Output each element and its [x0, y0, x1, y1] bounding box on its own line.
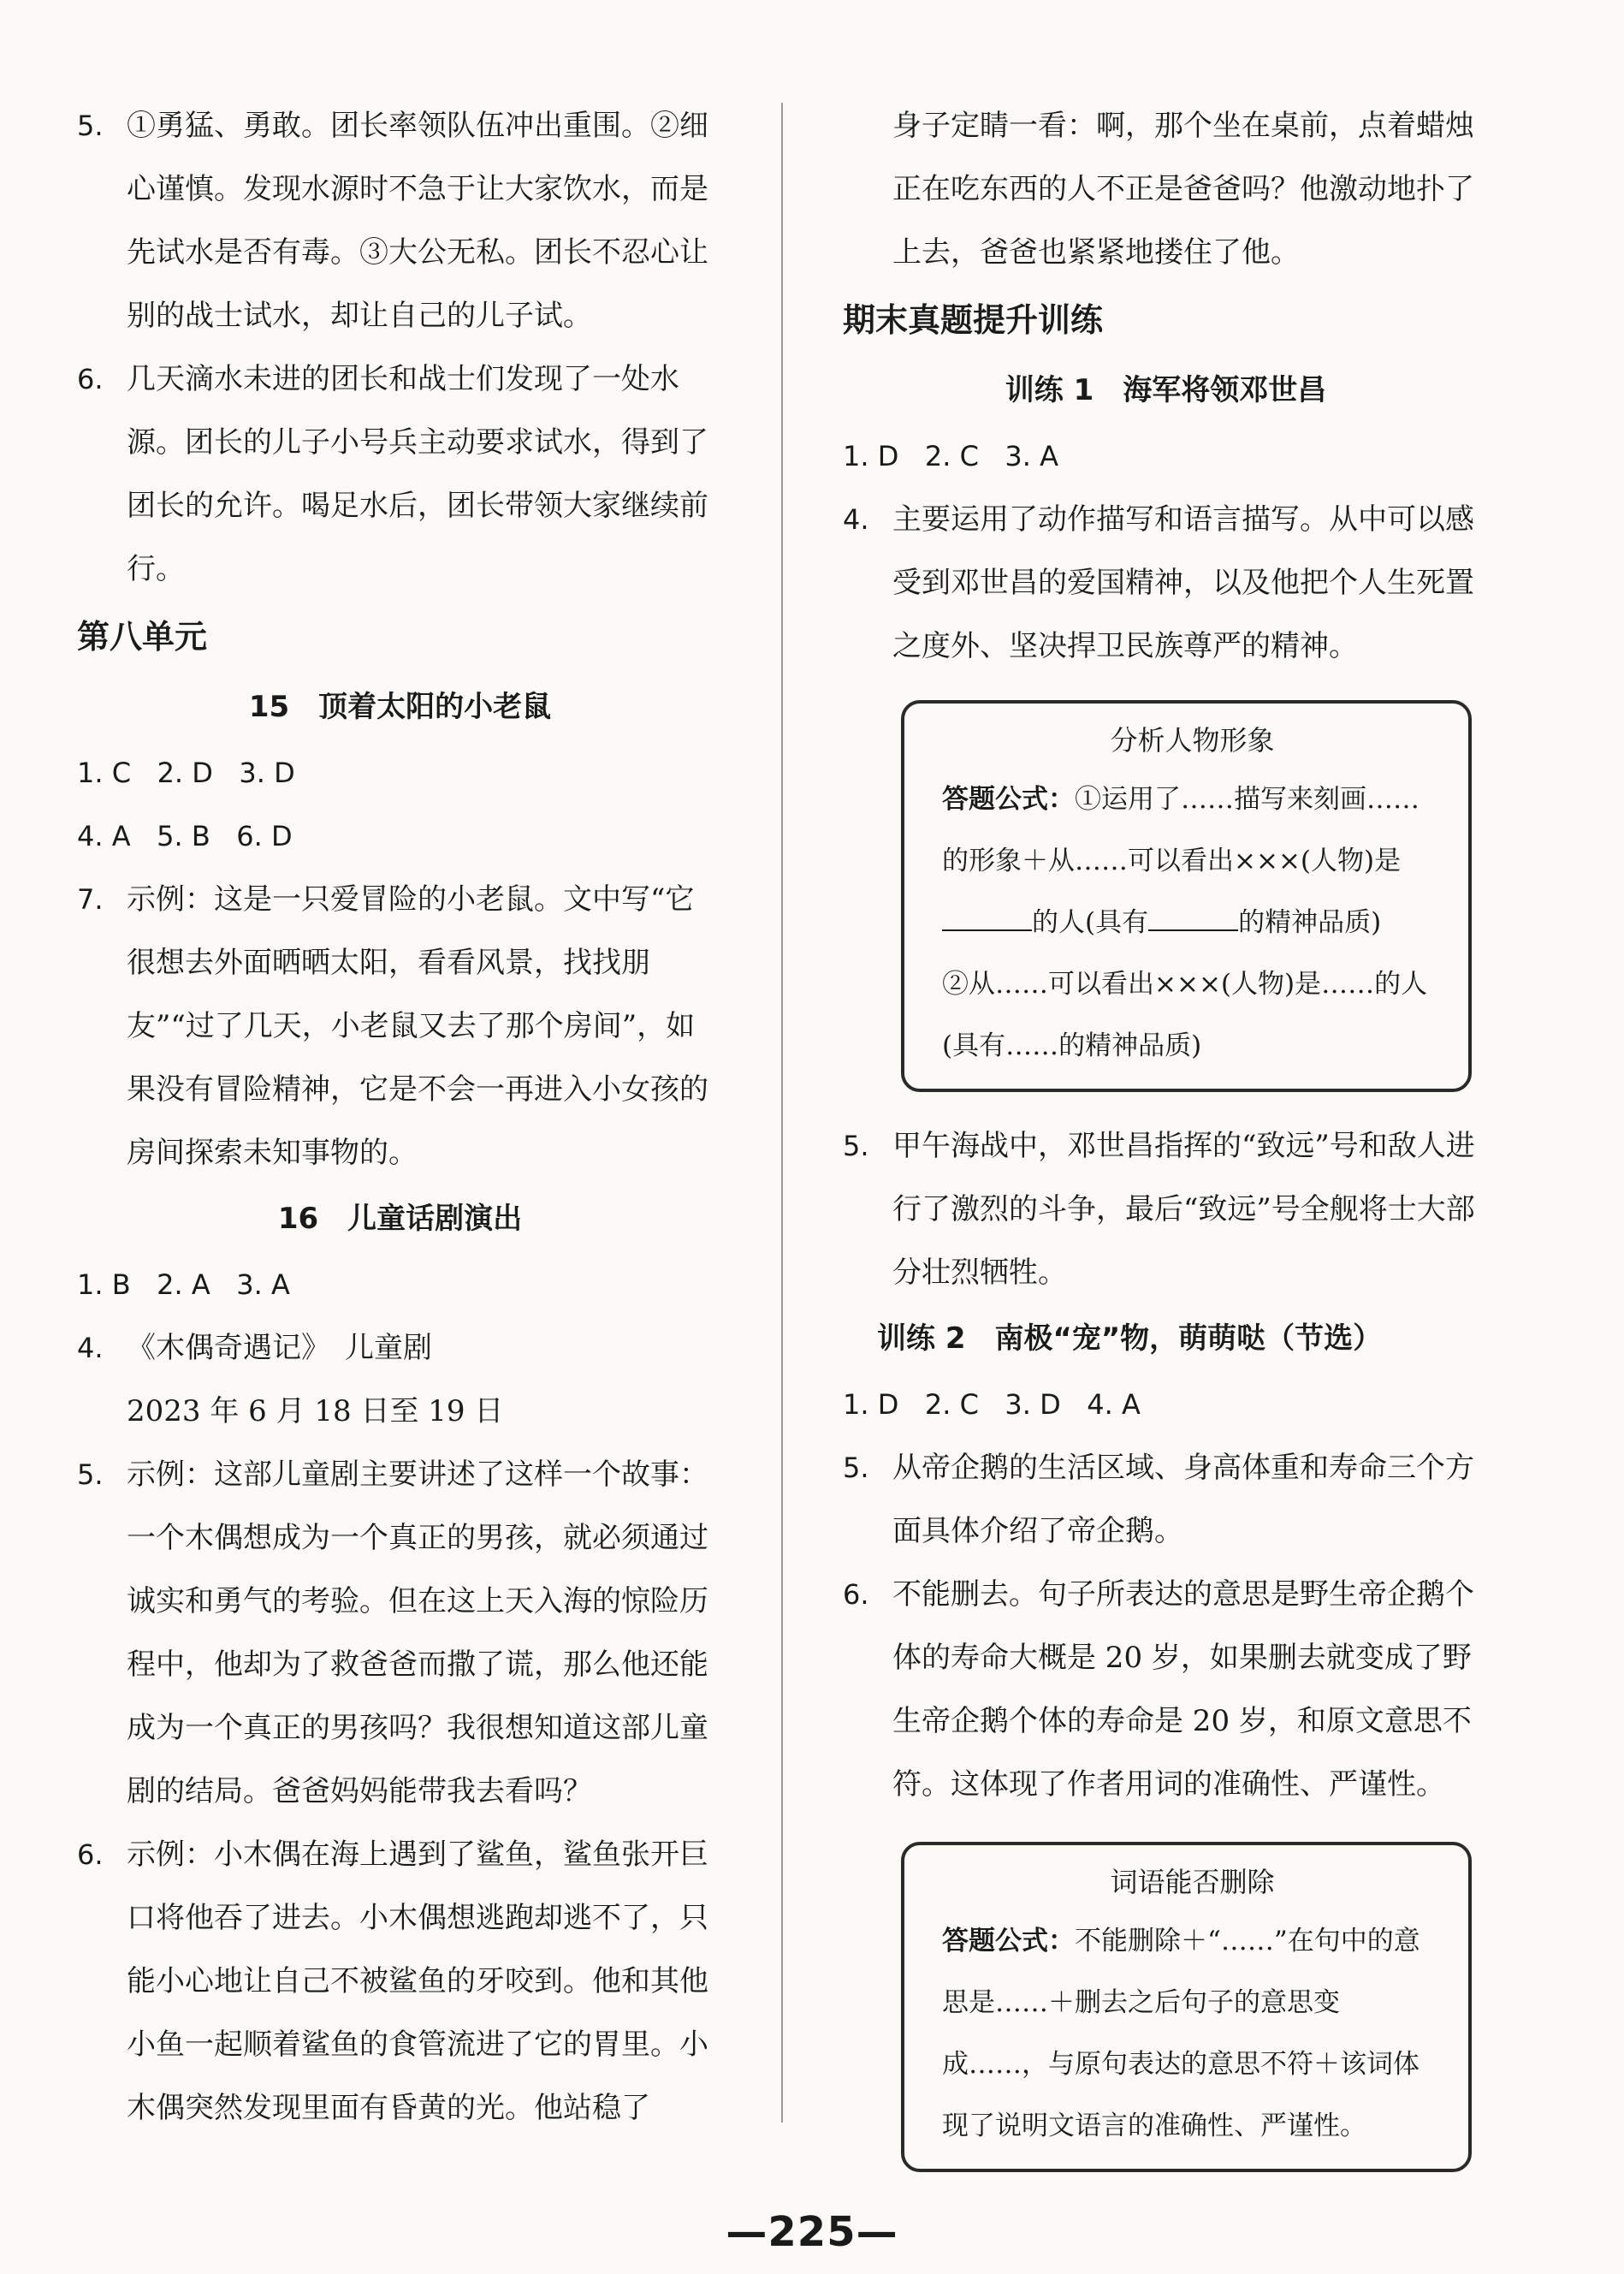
- answer-choice: C: [959, 1388, 979, 1421]
- lesson-title: 16 儿童话剧演出: [277, 1202, 523, 1236]
- answer-choice: B: [111, 1268, 131, 1301]
- training-title: 训练 2 南极“宠”物，萌萌哒（节选）: [877, 1321, 1383, 1356]
- answer-text: 2023 年 6 月 18 日至 19 日: [127, 1394, 504, 1428]
- answer-line: [77, 805, 723, 868]
- question-number: 3.: [1005, 440, 1031, 472]
- answer-choice: C: [959, 440, 979, 472]
- question-number: 1.: [77, 757, 104, 789]
- answer-choice: A: [191, 1268, 210, 1301]
- question-number: 1.: [77, 1268, 104, 1301]
- question-number: 6.: [77, 1838, 104, 1871]
- continued-text: 身子定睛一看：啊，那个坐在桌前，点着蜡烛正在吃东西的人不正是爸爸吗？他激动地扑了上去，爸爸也紧紧地搂住了他。: [892, 109, 1474, 270]
- answer-text: 《木偶奇遇记》 儿童剧: [127, 1331, 432, 1365]
- tip-box: [901, 700, 1472, 1092]
- answer-text: 甲午海战中，邓世昌指挥的“致远”号和敌人进行了激烈的斗争，最后“致远”号全舰将士大部分壮烈牺牲。: [892, 1129, 1475, 1290]
- section-title: 期末真题提升训练: [843, 301, 1104, 339]
- question-number: 1.: [843, 1388, 869, 1421]
- answer-line: [843, 425, 1489, 488]
- right-column: [843, 94, 1489, 2194]
- answer-choice: D: [192, 757, 213, 789]
- fill-blank: [1148, 904, 1238, 931]
- tip-box-body: [942, 769, 1443, 953]
- tip-box: [901, 1842, 1472, 2172]
- question-number: 7.: [77, 883, 104, 916]
- question-number: 5.: [843, 1130, 869, 1162]
- question-number: 6.: [77, 363, 104, 395]
- question-number: 3.: [236, 1268, 263, 1301]
- answer-text: 主要运用了动作描写和语言描写。从中可以感受到邓世昌的爱国精神，以及他把个人生死置之度外、坚决捍卫民族尊严的精神。: [892, 502, 1474, 663]
- question-number: 6.: [843, 1578, 869, 1611]
- left-column: [77, 94, 723, 2140]
- question-number: 2.: [157, 1268, 183, 1301]
- answer-choice: A: [270, 1268, 290, 1301]
- training-title: 训练 1 海军将领邓世昌: [1005, 373, 1327, 407]
- answer-choice: A: [1040, 440, 1059, 472]
- formula-text: 的人(具有: [1032, 907, 1149, 938]
- answer-text: 几天滴水未进的团长和战士们发现了一处水源。团长的儿子小号兵主动要求试水，得到了团长的允许。喝足水后，团长带领大家继续前行。: [127, 362, 708, 586]
- formula-text: ②从……可以看出×××(人物)是……的人(具有……的精神品质): [942, 969, 1428, 1061]
- answer-line: [843, 1373, 1489, 1436]
- answer-item: [77, 94, 723, 347]
- answer-choice: B: [191, 820, 210, 852]
- question-number: 4.: [843, 503, 869, 536]
- question-number: 4.: [1087, 1388, 1113, 1421]
- tip-box-title: 分析人物形象: [1110, 724, 1275, 757]
- question-number: 5.: [157, 820, 183, 852]
- answer-text: 示例：这部儿童剧主要讲述了这样一个故事：一个木偶想成为一个真正的男孩，就必须通过诚实和勇气的考验。但在这上天入海的惊险历程中，他却为了救爸爸而撒了谎，那么他还能成为一个真正的男孩吗？我很想知道这部儿童剧的结局。爸爸妈妈能带我去看吗？: [127, 1458, 708, 1808]
- question-number: 4.: [77, 820, 104, 852]
- answer-text: ①勇猛、勇敢。团长率领队伍冲出重围。②细心谨慎。发现水源时不急于让大家饮水，而是先试水是否有毒。③大公无私。团长不忍心让别的战士试水，却让自己的儿子试。: [127, 109, 708, 333]
- answer-item: [77, 868, 723, 1184]
- formula-label: 答题公式：: [942, 784, 1075, 815]
- question-number: 5.: [843, 1452, 869, 1484]
- answer-item: [77, 1823, 723, 2140]
- answer-choice: A: [1121, 1388, 1141, 1421]
- answer-item: [843, 1114, 1489, 1304]
- answer-choice: C: [111, 757, 132, 789]
- answer-choice: A: [111, 820, 131, 852]
- question-number: 2.: [924, 1388, 951, 1421]
- answer-choice: D: [270, 820, 293, 852]
- question-number: 5.: [77, 1458, 104, 1491]
- tip-box-body: [942, 1910, 1443, 2157]
- answer-text: 示例：小木偶在海上遇到了鲨鱼，鲨鱼张开巨口将他吞了进去。小木偶想逃跑却逃不了，只能小心地让自己不被鲨鱼的牙咬到。他和其他小鱼一起顺着鲨鱼的食管流进了它的胃里。小木偶突然发现里面有昏黄的光。他站稳了: [127, 1838, 708, 2125]
- answer-item: [77, 347, 723, 601]
- answer-item: [77, 1443, 723, 1823]
- answer-item: [843, 1563, 1489, 1816]
- answer-text: 示例：这是一只爱冒险的小老鼠。文中写“它很想去外面晒晒太阳，看看风景，找找朋友”“过了几天，小老鼠又去了那个房间”，如果没有冒险精神，它是不会一再进入小女孩的房间探索未知事物的。: [127, 882, 708, 1170]
- tip-box-title: 词语能否删除: [1110, 1866, 1275, 1898]
- answer-choice: D: [1040, 1388, 1061, 1421]
- question-number: 6.: [236, 820, 263, 852]
- question-number: 2.: [924, 440, 951, 472]
- column-divider: [781, 103, 783, 2123]
- question-number: 3.: [1005, 1388, 1031, 1421]
- answer-choice: D: [877, 440, 899, 472]
- unit-title: 第八单元: [77, 618, 208, 656]
- fill-blank: [942, 904, 1032, 931]
- answer-text: 从帝企鹅的生活区域、身高体重和寿命三个方面具体介绍了帝企鹅。: [892, 1451, 1474, 1548]
- question-number: 4.: [77, 1332, 104, 1364]
- lesson-title: 15 顶着太阳的小老鼠: [248, 690, 552, 724]
- answer-line: [77, 741, 723, 805]
- answer-text: 不能删去。句子所表达的意思是野生帝企鹅个体的寿命大概是 20 岁，如果删去就变成了野生帝企鹅个体的寿命是 20 岁，和原文意思不符。这体现了作者用词的准确性、严谨性。: [892, 1577, 1474, 1802]
- question-number: 3.: [239, 757, 265, 789]
- answer-line: [77, 1253, 723, 1316]
- answer-choice: D: [877, 1388, 899, 1421]
- page-number: —225—: [726, 2208, 898, 2256]
- formula-label: 答题公式：: [942, 1926, 1075, 1956]
- formula-text: ①运用了……描写来刻画……的形象＋从……可以看出×××(人物)是: [942, 784, 1420, 876]
- question-number: 1.: [843, 440, 869, 472]
- answer-item: [843, 488, 1489, 678]
- answer-item: [77, 1316, 723, 1443]
- formula-text: 不能删除＋“……”在句中的意思是……＋删去之后句子的意思变成……，与原句表达的意思不符＋该词体现了说明文语言的准确性、严谨性。: [942, 1926, 1420, 2141]
- answer-item: [843, 1436, 1489, 1563]
- formula-text: 的精神品质): [1238, 907, 1382, 938]
- question-number: 5.: [77, 110, 104, 142]
- answer-choice: D: [274, 757, 295, 789]
- question-number: 2.: [157, 757, 184, 789]
